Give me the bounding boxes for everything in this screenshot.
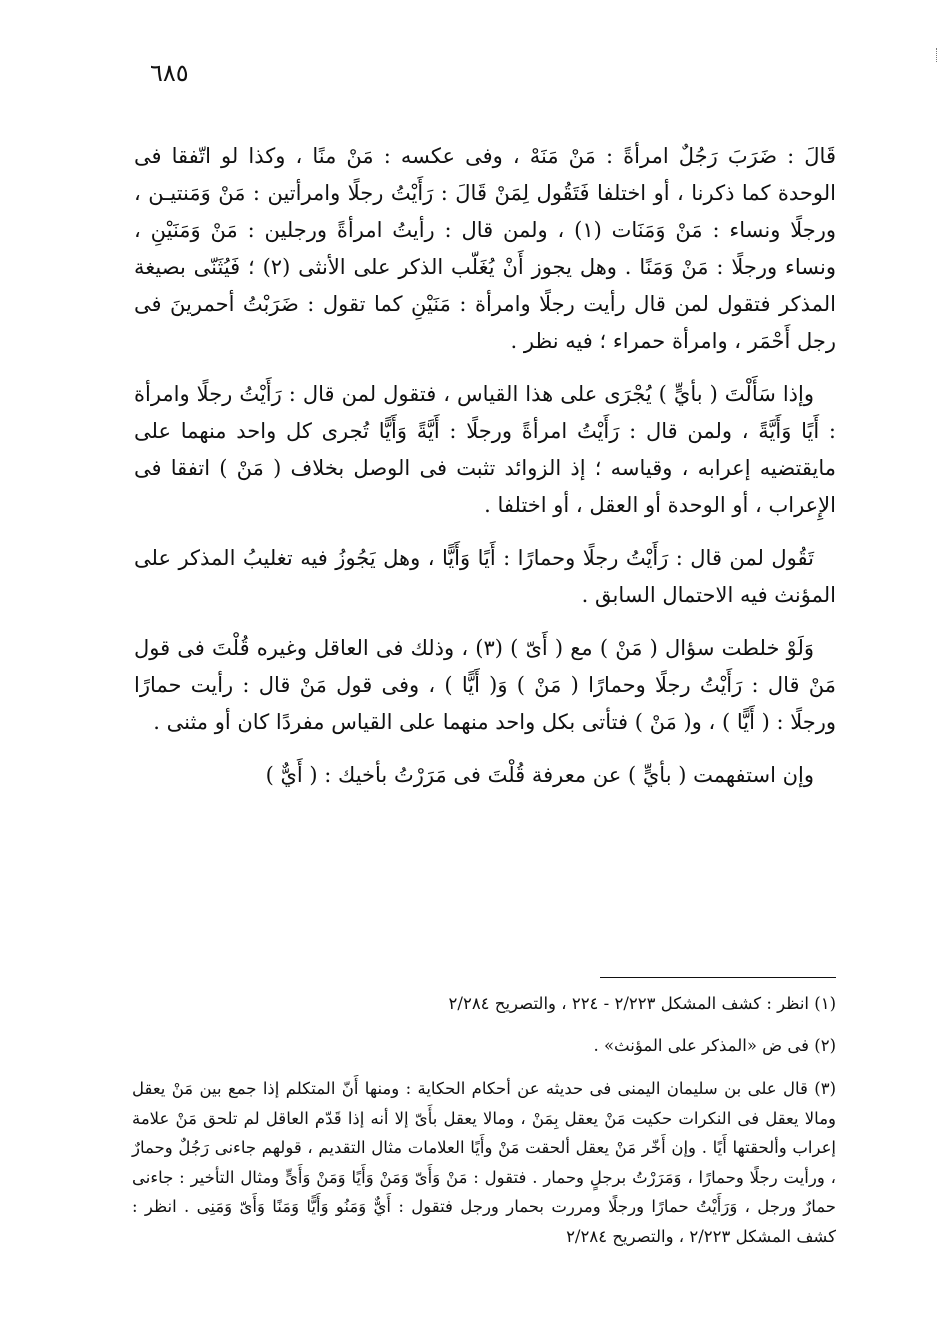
paragraph: قَالَ : ضَرَبَ رَجُلٌ امرأةً : مَنْ مَنَهْ ، وفى عكسه : مَنْ منًا ، وكذا لو اتّفقا فى الوحدة كما ذكرنا ، أو اختلفا فَتَقُول لِمَنْ قَالَ : رَأَيْتُ رجلًا وامرأتين : مَنْ وَمَنتيـن ، ورجلًا ونساء : مَنْ وَمَنَات (١) ، ولمن قال : رأيتُ امرأةً ورجلين : مَنْ وَمَنَيْنِ ، ونساء ورجلًا : مَنْ وَمَنًا . وهل يجوز أَنْ يُغَلّب الذكر على الأنثى (٢) ؛ فَيُثَنّى بصيغة المذكر فتقول لمن قال رأيت رجلًا وامرأة : مَنَيْنِ كما تقول : ضَرَبْتُ أحمرينَ فى رجل أَحْمَر ، وامرأة حمراء ؛ فيه نظر . bbox=[134, 144, 836, 353]
footnote-3: (٣) قال على بن سليمان اليمنى فى حديثه عن أحكام الحكاية : ومنها أَنّ المتكلم إذا جمع بين مَنْ يعقل ومالا يعقل فى النكرات حكيت مَنْ يعقل بِمَنْ ، ومالا يعقل بأَىّ إلا أنه إذا قَدّم العاقل لم تلحق مَنْ علامة إعراب وألحقتها أَيًا . وإن أَخّر مَنْ يعقل ألحقت مَنْ وأَيًا العلامات مثال التقديم ، قولهم جاءنى رَجُلٌ وحمارٌ ، ورأيت رجلًا وحمارًا ، وَمَرَرْتُ برجلٍ وحمار . فتقول : مَنْ وَأَىّ وَمَنْ وَأَيًا وَمَنْ وَأَىٍّ ومثال التأخير : جاءنى حمارٌ ورجل ، وَرَأَيْتُ حمارًا ورجلًا ومررت بحمار ورجل فتقول : أَيٌّ وَمَنُو وَأَيًّا وَمَنًا وَأَىّ وَمَنِى . انظر : كشف المشكل ٢/٢٢٣ ، والتصريح ٢/٢٨٤ bbox=[132, 1079, 836, 1246]
paragraph: تَقُول لمن قال : رَأَيْتُ رجلًا وحمارًا : أَيًا وَأَيًّا ، وهل يَجُوزُ فيه تغليبُ المذكر على المؤنث فيه الاحتمال السابق . bbox=[134, 546, 836, 607]
scan-mark bbox=[936, 48, 939, 62]
footnote-separator bbox=[600, 977, 836, 978]
footnote-2: (٢) فى ض «المذكر على المؤنث» . bbox=[593, 1036, 836, 1055]
footnotes bbox=[132, 990, 836, 1252]
paragraph: وإن استفهمت ( بأيٍّ ) عن معرفة قُلْتَ فى مَرَرْتُ بأخيك : ( أَيٌّ ) bbox=[265, 763, 814, 787]
main-text bbox=[134, 138, 836, 810]
paragraph: وَلَوْ خلطت سؤال ( مَنْ ) مع ( أَىّ ) (٣) ، وذلك فى العاقل وغيره قُلْتَ فى قول مَنْ قال : رَأَيْتُ رجلًا وحمارًا ( مَنْ ) وَ( أَيًّا ) ، وفى قول مَنْ قال : رأيت حمارًا ورجلًا : ( أَيًّا ) ، و( مَنْ ) فتأتى بكل واحد منهما على القياس مفردًا كان أو مثنى . bbox=[134, 636, 836, 734]
footnote-1: (١) انظر : كشف المشكل ٢/٢٢٣ - ٢٢٤ ، والتصريح ٢/٢٨٤ bbox=[448, 994, 836, 1013]
page-number: ٦٨٥ bbox=[150, 59, 189, 87]
paragraph: وإذا سَأَلْتَ ( بأيٍّ ) يُجْرَى على هذا القياس ، فتقول لمن قال : رَأَيْتُ رجلًا وامرأة : أَيًا وَأَيَّةً ، ولمن قال : رَأَيْتُ امرأةً ورجلًا : أَيَّةً وَأَيًّا تُجرى كل واحد منهما على مايقتضيه إعرابه ، وقياسه ؛ إذ الزوائد تثبت فى الوصل بخلاف ( مَنْ ) اتفقا فى الإِعراب ، أو الوحدة أو العقل ، أو اختلفا . bbox=[134, 382, 836, 517]
